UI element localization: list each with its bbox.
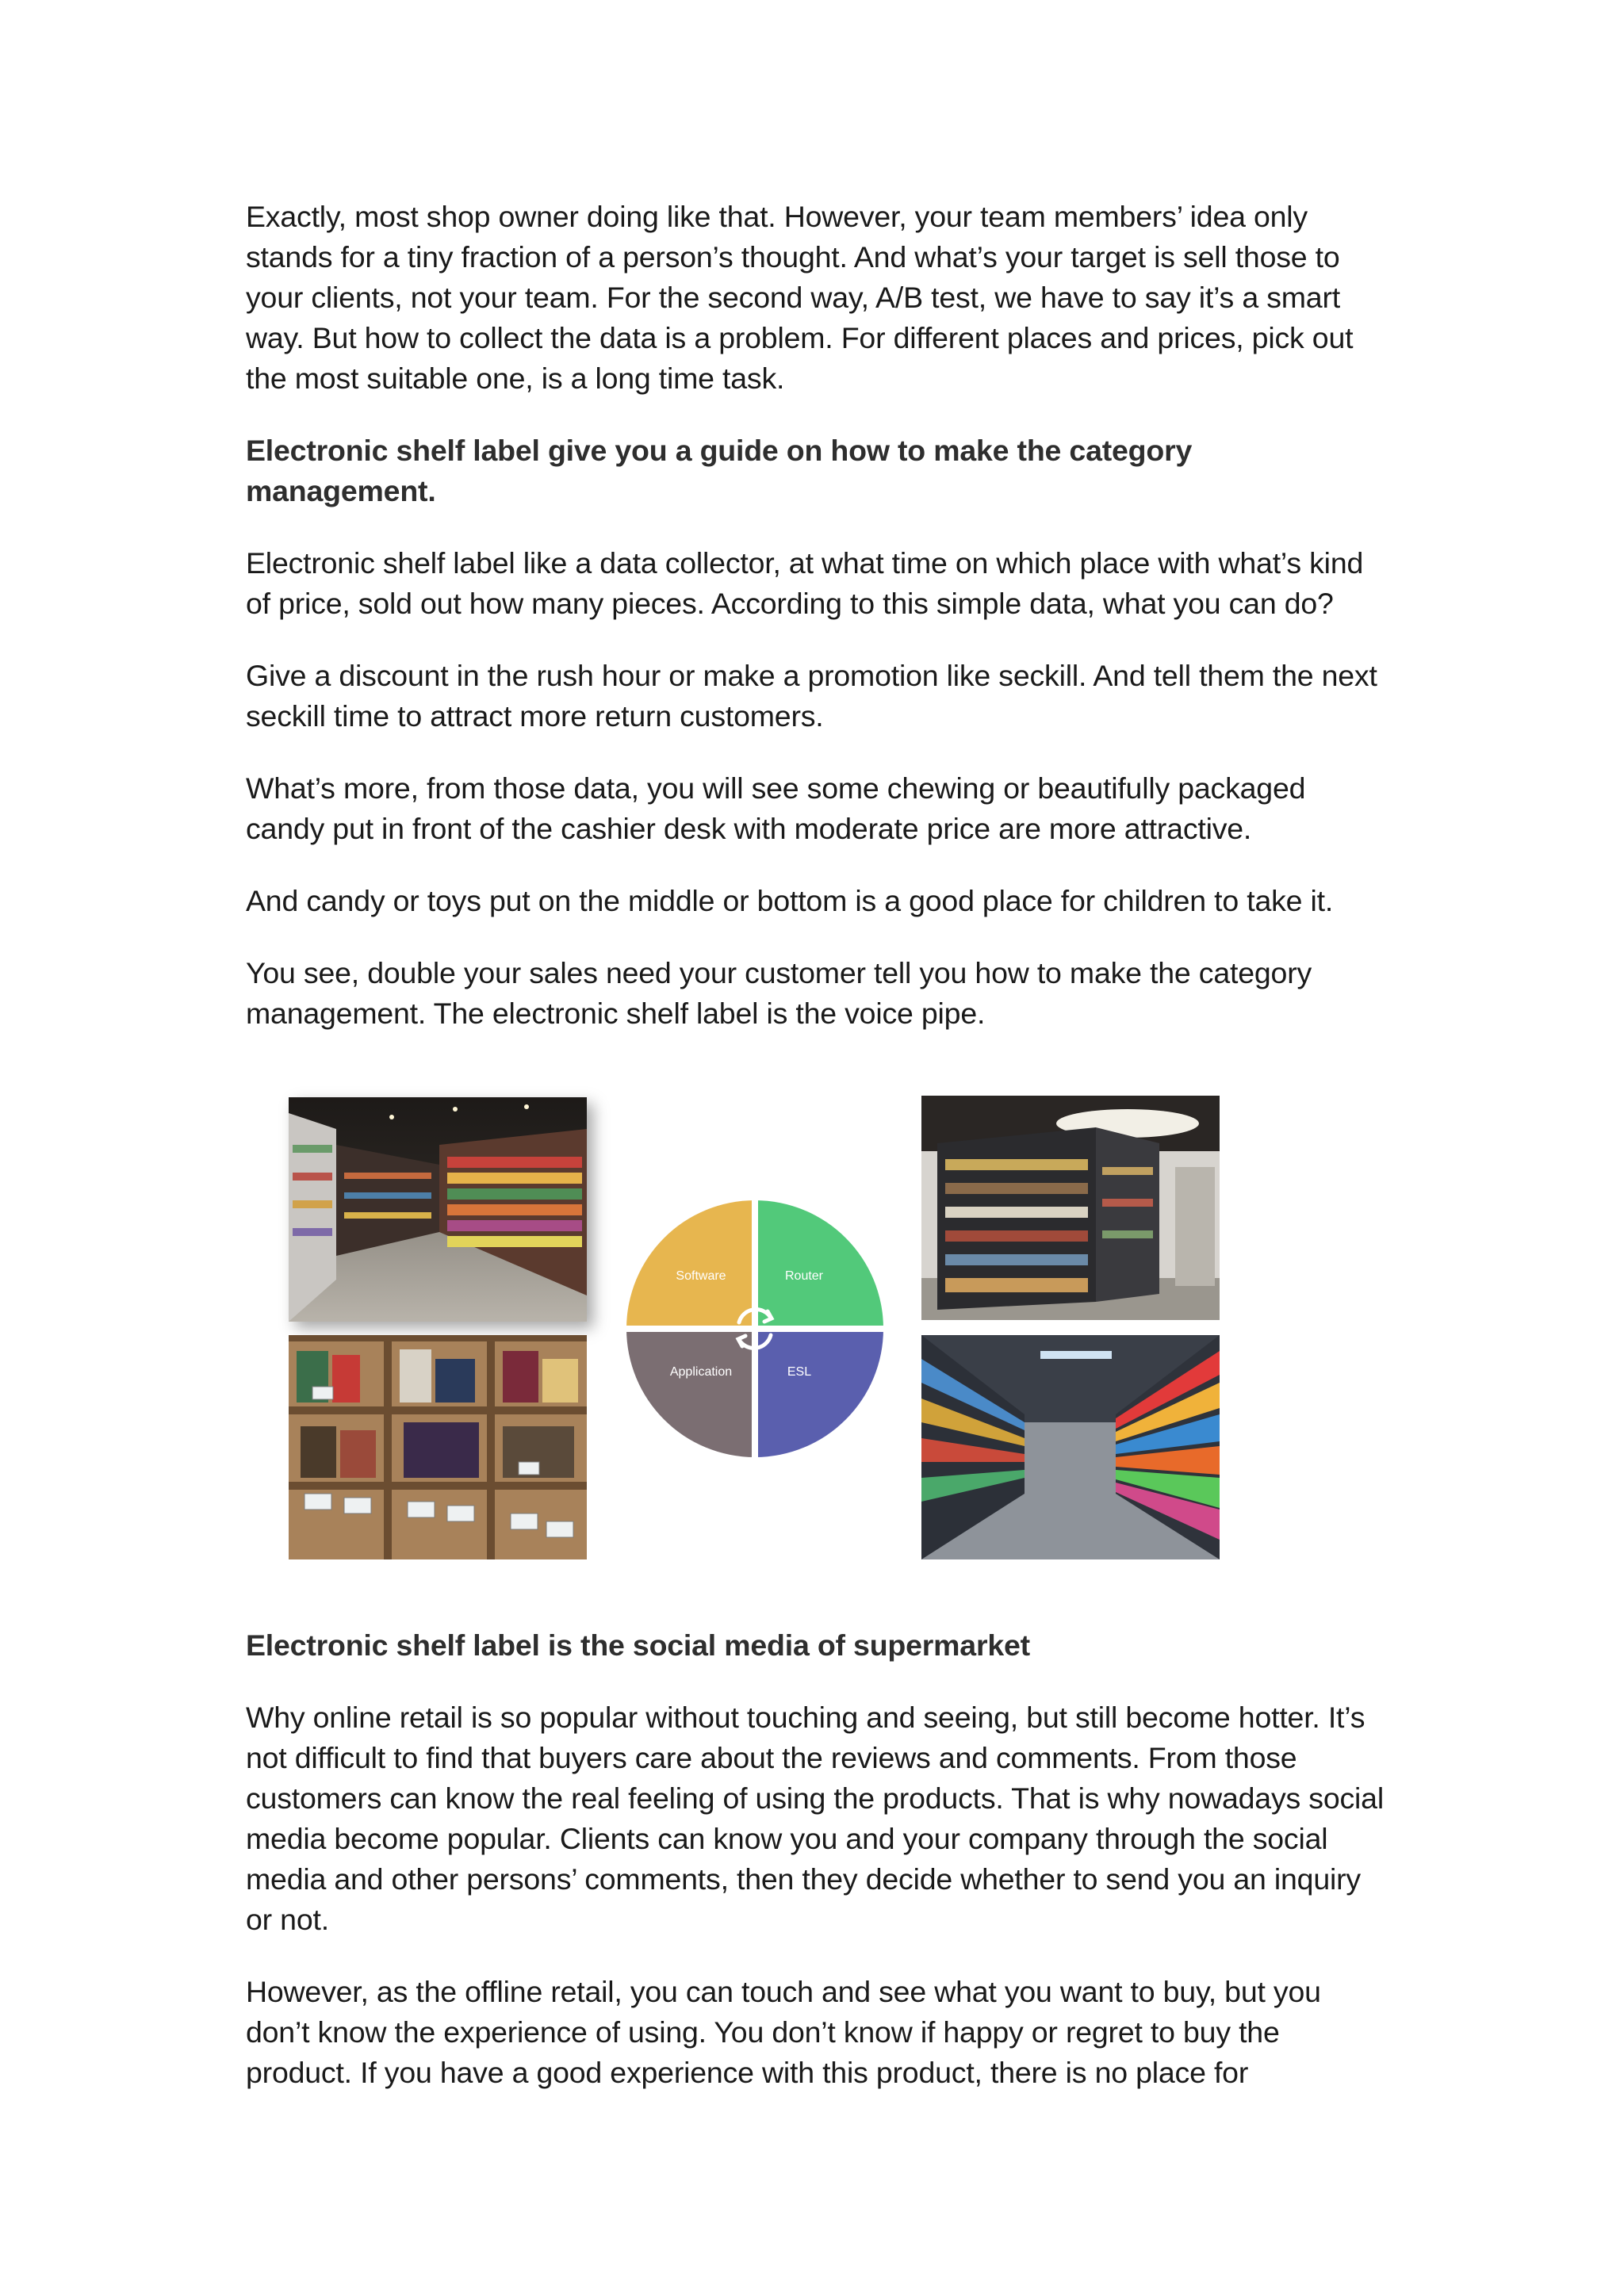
label-router: Router (784, 1269, 824, 1283)
store-photo-long-aisle (921, 1335, 1220, 1559)
paragraph-offline-retail: However, as the offline retail, you can touch and see what you want to buy, but you don’t know the experience of using. You don’t know if happy or regret to buy the product. If you have a good experience with this product, there is no place for (246, 1975, 1321, 2089)
quadrant-esl (755, 1329, 883, 1457)
store-photo-curved-aisle (289, 1097, 587, 1322)
paragraph-intro: Exactly, most shop owner doing like that. However, your team members’ idea only stands for a tiny fraction of a person’s thought. And what’s your target is sell those to your clients, not your team. For the second way, A/B test, we have to say it’s a smart way. But how to collect the data is a problem. For different places and prices, pick out the most suitable one, is a long time task. (246, 200, 1354, 395)
document-page-top (246, 197, 1388, 1034)
label-software: Software (676, 1269, 726, 1283)
quadrant-application (626, 1329, 755, 1457)
paragraph-candy-toys: And candy or toys put on the middle or bottom is a good place for children to take it. (246, 884, 1334, 917)
store-figure (287, 1096, 1223, 1563)
label-esl: ESL (787, 1365, 812, 1379)
quadrant-software (626, 1200, 755, 1329)
label-application: Application (669, 1365, 733, 1379)
paragraph-data-collector: Electronic shelf label like a data collector, at what time on which place with what’s kind of price, sold out how many pieces. According to this simple data, what you can do? (246, 546, 1364, 620)
paragraph-candy-cashier: What’s more, from those data, you will see some chewing or beautifully packaged candy put in front of the cashier desk with moderate price are more attractive. (246, 771, 1306, 845)
heading-social-media: Electronic shelf label is the social media of supermarket (246, 1628, 1030, 1662)
paragraph-discount: Give a discount in the rush hour or make a promotion like seckill. And tell them the next seckill time to attract more return customers. (246, 659, 1377, 733)
store-photo-wooden-shelves (289, 1335, 587, 1559)
paragraph-online-retail: Why online retail is so popular without touching and seeing, but still become hotter. It’s not difficult to find that buyers care about the reviews and comments. From those customers can know the real feeling of using the products. That is why nowadays social media become popular. Clients can know you and your company through the social media and other persons’ comments, then they decide whether to send you an inquiry or not. (246, 1701, 1384, 1936)
paragraph-voice-pipe: You see, double your sales need your customer tell you how to make the category management. The electronic shelf label is the voice pipe. (246, 956, 1312, 1030)
document-page-bottom (246, 1625, 1388, 2093)
store-photo-shelf-island (921, 1096, 1220, 1320)
quadrant-router (755, 1200, 883, 1329)
esl-system-diagram (620, 1194, 890, 1464)
heading-category-guide: Electronic shelf label give you a guide on how to make the category management. (246, 434, 1193, 507)
